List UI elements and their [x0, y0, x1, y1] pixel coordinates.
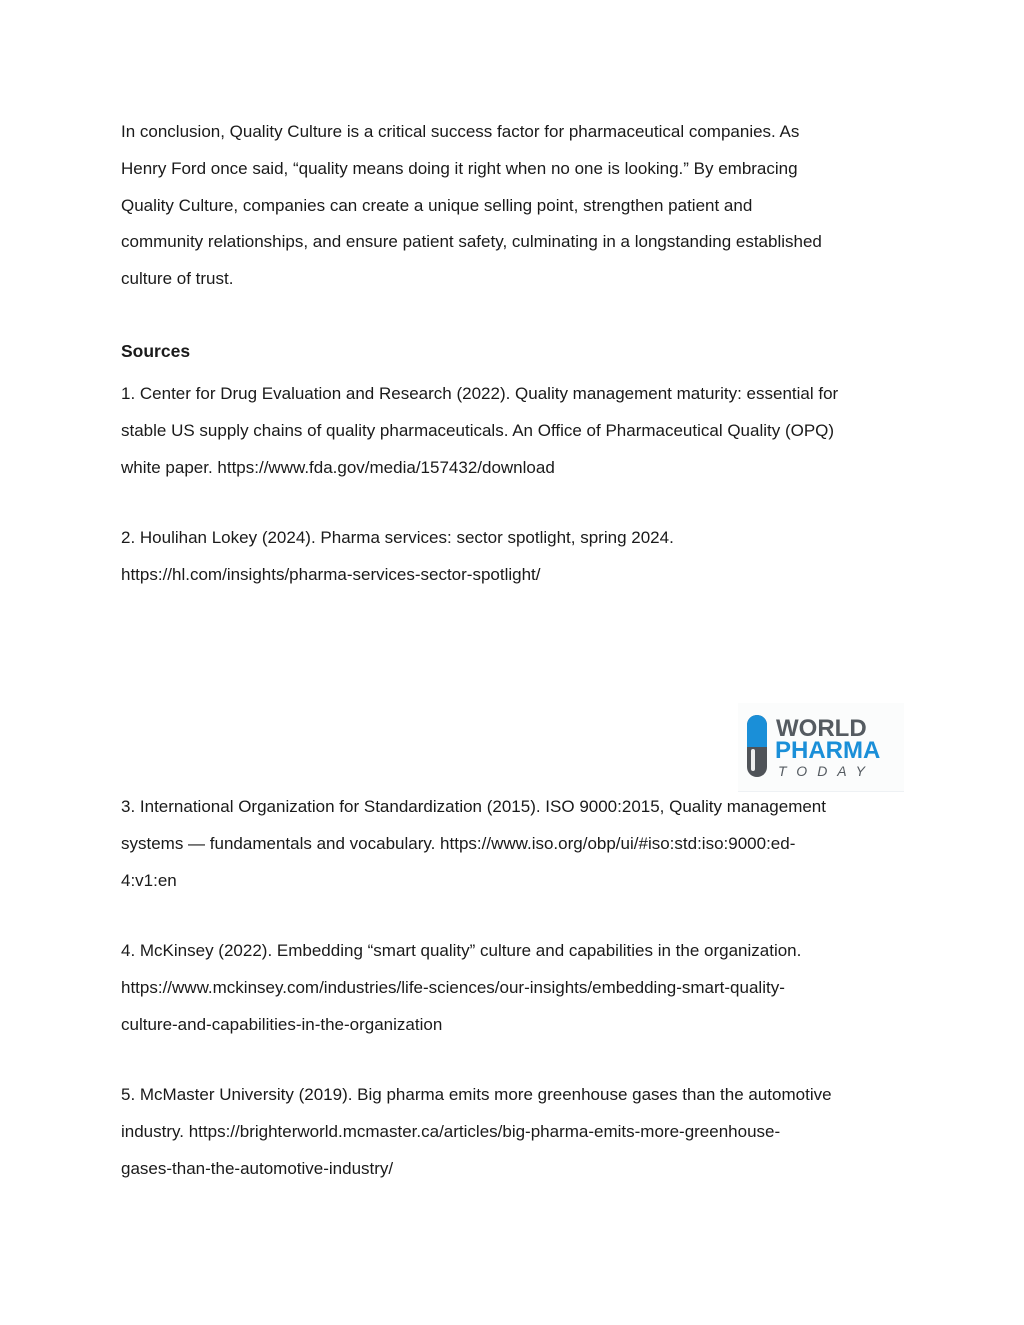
sources-heading: Sources	[121, 341, 191, 361]
conclusion-paragraph	[121, 114, 911, 298]
source-line: 2. Houlihan Lokey (2024). Pharma services: sector spotlight, spring 2024.	[121, 528, 674, 547]
source-line: culture-and-capabilities-in-the-organization	[121, 1014, 443, 1034]
source-line: 4. McKinsey (2022). Embedding “smart quality” culture and capabilities in the organization.	[121, 941, 802, 960]
world-pharma-today-logo	[738, 703, 904, 792]
source-line: gases-than-the-automotive-industry/	[121, 1158, 394, 1178]
source-line: 3. International Organization for Standardization (2015). ISO 9000:2015, Quality management	[121, 797, 826, 816]
source-line: 1. Center for Drug Evaluation and Research (2022). Quality management maturity: essential for	[121, 384, 839, 403]
source-line: https://hl.com/insights/pharma-services-sector-spotlight/	[121, 564, 541, 584]
capsule-icon	[747, 715, 767, 777]
source-item-4	[121, 933, 911, 1043]
logo-word-pharma: PHARMA	[775, 737, 881, 764]
conclusion-line: Quality Culture, companies can create a unique selling point, strengthen patient and	[121, 195, 753, 215]
logo-word-world: WORLD	[776, 715, 867, 742]
source-item-3	[121, 789, 911, 899]
conclusion-line: Henry Ford once said, “quality means doing it right when no one is looking.” By embracing	[121, 158, 798, 178]
conclusion-line: culture of trust.	[121, 269, 234, 289]
logo-word-today: TODAY	[778, 763, 875, 779]
source-line: https://www.mckinsey.com/industries/life-sciences/our-insights/embedding-smart-quality-	[121, 977, 785, 997]
source-line: 4:v1:en	[121, 870, 177, 890]
source-item-2	[121, 520, 911, 594]
conclusion-line: In conclusion, Quality Culture is a critical success factor for pharmaceutical companies. As	[121, 122, 800, 141]
conclusion-line: community relationships, and ensure patient safety, culminating in a longstanding established	[121, 232, 822, 252]
source-line: 5. McMaster University (2019). Big pharma emits more greenhouse gases than the automotive	[121, 1085, 832, 1104]
source-line: systems — fundamentals and vocabulary. https://www.iso.org/obp/ui/#iso:std:iso:9000:ed-	[121, 833, 796, 853]
logo-graphic	[738, 703, 904, 791]
source-line: industry. https://brighterworld.mcmaster.ca/articles/big-pharma-emits-more-greenhouse-	[121, 1121, 781, 1141]
source-item-1	[121, 376, 911, 486]
source-line: stable US supply chains of quality pharmaceuticals. An Office of Pharmaceutical Quality (OPQ)	[121, 420, 835, 440]
source-item-5	[121, 1077, 911, 1187]
source-line: white paper. https://www.fda.gov/media/157432/download	[121, 457, 555, 477]
